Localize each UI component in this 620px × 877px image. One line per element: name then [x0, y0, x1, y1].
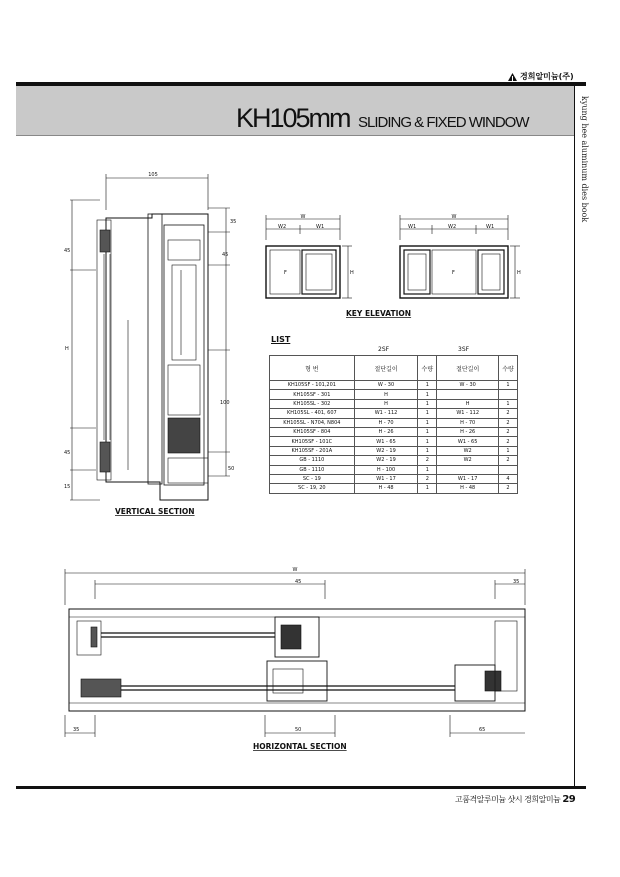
dim-h-45: 45: [295, 579, 302, 585]
cell: H - 48: [437, 484, 499, 493]
cell: SC - 19: [270, 474, 355, 483]
table-row: [270, 465, 518, 474]
cell: [437, 390, 499, 399]
cell: W1 - 65: [437, 437, 499, 446]
cell: KH105SL - N704, N804: [270, 418, 355, 427]
key-left-h: H: [350, 270, 354, 276]
cell: [499, 465, 518, 474]
cell: 1: [418, 381, 437, 390]
table-row: [270, 437, 518, 446]
cell: SC - 19, 20: [270, 484, 355, 493]
cell: 2: [499, 456, 518, 465]
cell: KH105SF - 201A: [270, 446, 355, 455]
dim-left-h: H: [65, 346, 69, 352]
key-right-w: W: [451, 214, 457, 220]
cell: KH105SF - 301: [270, 390, 355, 399]
dim-h-35b: 35: [73, 727, 80, 733]
table-row: [270, 390, 518, 399]
cell: KH105SL - 302: [270, 399, 355, 408]
cell: KH105SF - 101C: [270, 437, 355, 446]
table-row: [270, 427, 518, 436]
cell: W2 - 19: [354, 456, 418, 465]
dim-left-15: 15: [64, 484, 71, 490]
cell: GB - 1110: [270, 465, 355, 474]
dim-right-45: 45: [222, 252, 229, 258]
dim-left-45b: 45: [64, 450, 71, 456]
cell: W - 30: [437, 381, 499, 390]
cell: 2: [418, 456, 437, 465]
table-row: [270, 409, 518, 418]
cell: W1 - 112: [354, 409, 418, 418]
cell: 1: [499, 399, 518, 408]
col-cut-2sf: 절단길이: [354, 356, 418, 381]
cell: H - 26: [354, 427, 418, 436]
group-3sf: 3SF: [458, 346, 470, 353]
dim-h-50: 50: [295, 727, 302, 733]
footer-company: 고품격알루미늄 샷시 경희알미늄: [455, 795, 561, 804]
cell: 2: [499, 484, 518, 493]
cell: 1: [499, 446, 518, 455]
horizontal-section-drawing: [55, 565, 545, 755]
key-right-f: F: [452, 270, 455, 276]
cell: H - 48: [354, 484, 418, 493]
cell: 1: [418, 437, 437, 446]
page-number: 29: [562, 794, 576, 805]
cell: W1 - 17: [437, 474, 499, 483]
key-left-w: W: [300, 214, 306, 220]
cell: W1 - 65: [354, 437, 418, 446]
list-title: LIST: [271, 335, 291, 344]
table-row: [270, 484, 518, 493]
cell: 1: [418, 390, 437, 399]
dim-right-50: 50: [228, 466, 235, 472]
cell: 2: [499, 418, 518, 427]
key-left-w2: W2: [278, 224, 287, 230]
page-title: KH105mm: [236, 103, 350, 133]
col-qty-2sf: 수량: [418, 356, 437, 381]
dim-h-65: 65: [479, 727, 486, 733]
page-subtitle: SLIDING & FIXED WINDOW: [358, 114, 529, 131]
cell: 1: [418, 465, 437, 474]
footer: [455, 794, 575, 805]
cell: H: [354, 390, 418, 399]
cell: GB - 1110: [270, 456, 355, 465]
cell: KH105SL - 401, 607: [270, 409, 355, 418]
cell: 1: [418, 446, 437, 455]
dim-top-width: 105: [148, 172, 158, 178]
table-row: [270, 474, 518, 483]
dim-right-35: 35: [230, 219, 237, 225]
brand-name: 경희알미늄(주): [520, 72, 574, 81]
cell: 1: [418, 427, 437, 436]
cell: W1 - 112: [437, 409, 499, 418]
cell: H - 70: [437, 418, 499, 427]
cell: W2 - 19: [354, 446, 418, 455]
table-row: [270, 381, 518, 390]
cell: 1: [418, 409, 437, 418]
cell: 2: [418, 474, 437, 483]
key-right-w1b: W1: [486, 224, 495, 230]
dim-right-100: 100: [220, 400, 230, 406]
key-elevation-caption: KEY ELEVATION: [346, 309, 412, 318]
horizontal-section-caption: HORIZONTAL SECTION: [253, 742, 347, 751]
table-row: [270, 446, 518, 455]
cell: W2: [437, 446, 499, 455]
cell: W2: [437, 456, 499, 465]
brand-logo-icon: [508, 73, 517, 81]
cell: KH105SF - 804: [270, 427, 355, 436]
cell: [499, 390, 518, 399]
table-header-row: [270, 356, 518, 381]
table-body: [270, 381, 518, 494]
cell: 1: [418, 399, 437, 408]
vertical-section-caption: VERTICAL SECTION: [115, 507, 195, 516]
dim-left-45a: 45: [64, 248, 71, 254]
table-row: [270, 456, 518, 465]
table-row: [270, 399, 518, 408]
key-right-w2: W2: [448, 224, 457, 230]
cell: H: [437, 399, 499, 408]
cell: 4: [499, 474, 518, 483]
brand: [508, 71, 574, 82]
cell: 2: [499, 427, 518, 436]
group-2sf: 2SF: [378, 346, 390, 353]
cell: KH105SF - 101,201: [270, 381, 355, 390]
key-right-h: H: [517, 270, 521, 276]
vertical-section-drawing: [60, 170, 250, 520]
cell: H - 70: [354, 418, 418, 427]
col-cut-3sf: 절단길이: [437, 356, 499, 381]
col-qty-3sf: 수량: [499, 356, 518, 381]
cell: 1: [418, 418, 437, 427]
cut-list-table: [269, 355, 518, 494]
cell: 2: [499, 409, 518, 418]
key-elevation-drawing: [258, 210, 528, 320]
cell: 1: [418, 484, 437, 493]
key-right-w1a: W1: [408, 224, 417, 230]
cell: [437, 465, 499, 474]
cell: 2: [499, 437, 518, 446]
table-row: [270, 418, 518, 427]
bottom-rule: [16, 786, 586, 789]
cell: H: [354, 399, 418, 408]
cell: 1: [499, 381, 518, 390]
key-left-f: F: [284, 270, 287, 276]
side-book-title: kyung hee aluminum dies book: [580, 96, 589, 223]
cell: W - 30: [354, 381, 418, 390]
cell: H - 100: [354, 465, 418, 474]
col-model: 형 번: [270, 356, 355, 381]
cell: H - 26: [437, 427, 499, 436]
dim-h-35a: 35: [513, 579, 520, 585]
side-rule: [574, 86, 575, 786]
dim-h-w: W: [292, 567, 298, 573]
key-left-w1: W1: [316, 224, 325, 230]
cell: W1 - 17: [354, 474, 418, 483]
